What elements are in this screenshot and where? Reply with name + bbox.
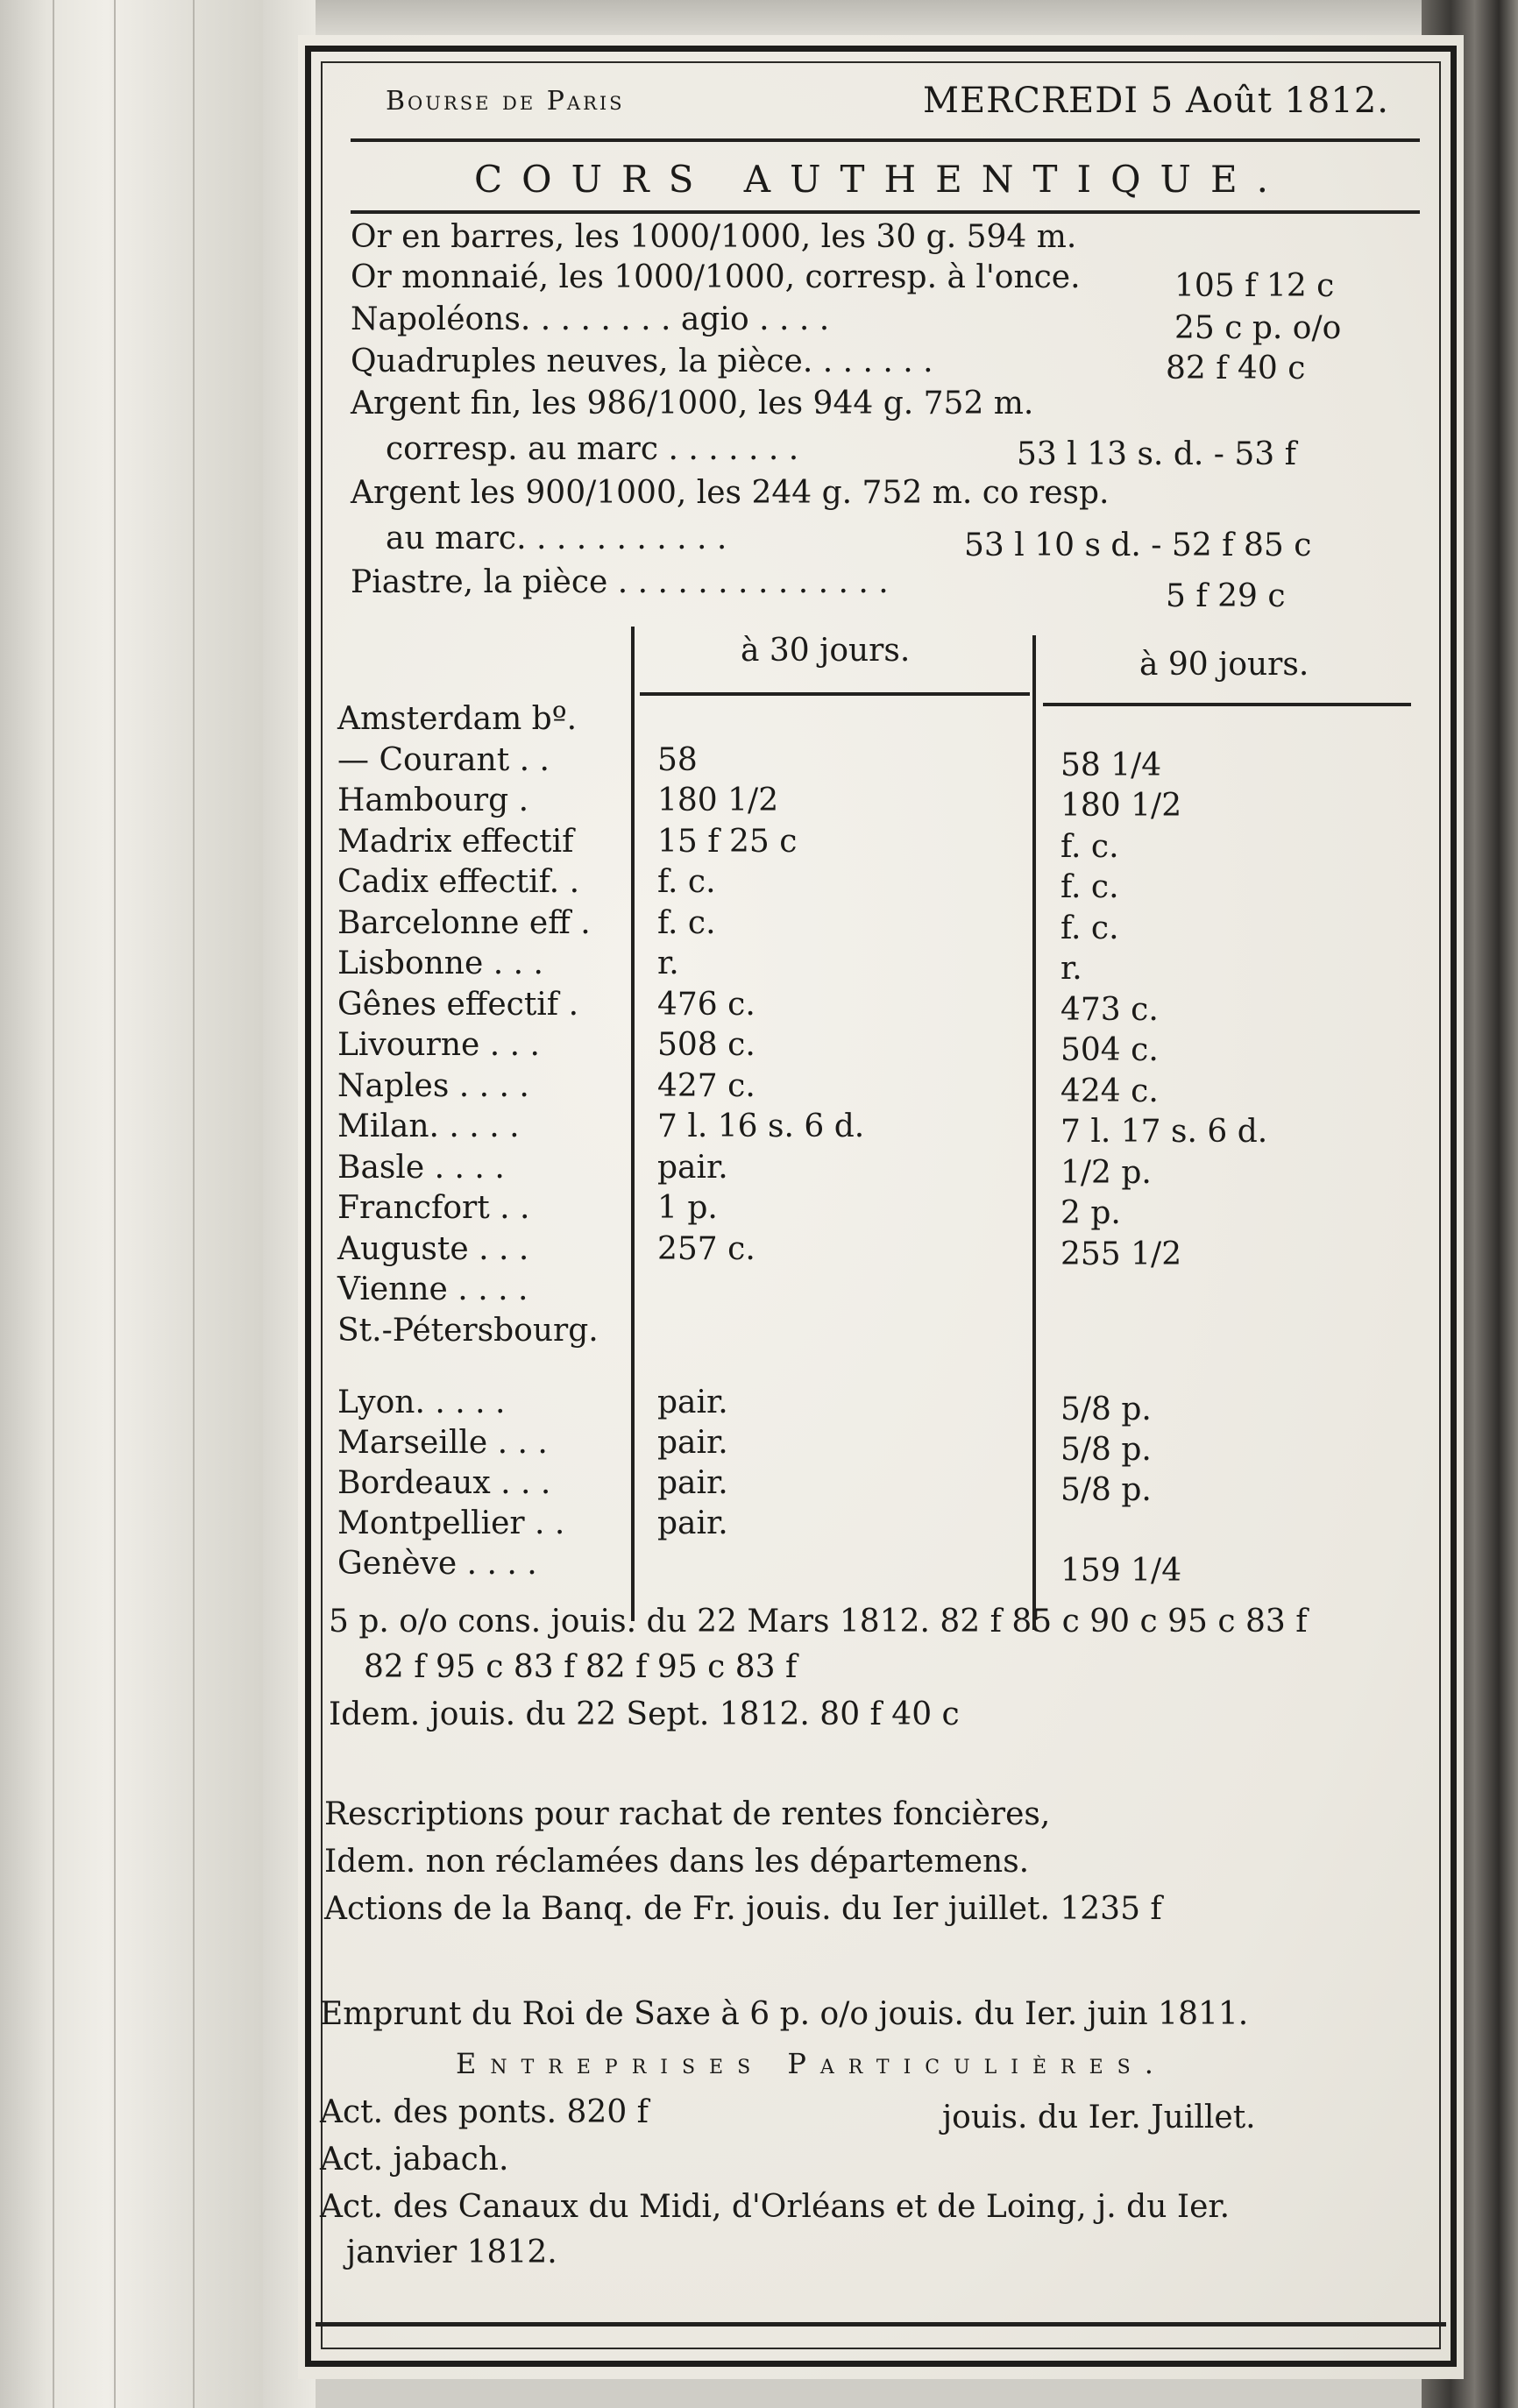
exchange-place: Amsterdam bº.	[337, 701, 578, 737]
rate-30-days: 58	[657, 742, 698, 778]
rate-90-days: f. c.	[1060, 829, 1119, 865]
rate-90-days: 473 c.	[1060, 992, 1159, 1028]
exchange-place: Livourne . . .	[337, 1027, 540, 1063]
rate-30-days: 427 c.	[657, 1068, 755, 1104]
domestic-place: Montpellier . .	[337, 1505, 565, 1541]
metal-line: corresp. au marc . . . . . . .	[386, 431, 799, 467]
rate-30-days: f. c.	[657, 864, 716, 900]
metal-line: Piastre, la pièce . . . . . . . . . . . . . .	[351, 564, 889, 600]
rate-30-days: 7 l. 16 s. 6 d.	[657, 1108, 865, 1144]
rate-30-days: 180 1/2	[657, 783, 779, 818]
metal-line: Argent les 900/1000, les 244 g. 752 m. co resp.	[351, 475, 1110, 511]
exchange-place: — Courant . .	[337, 742, 550, 778]
metal-line: Quadruples neuves, la pièce. . . . . . .	[351, 343, 933, 379]
rate-90-days: 5/8 p.	[1060, 1472, 1152, 1508]
rate-90-days: 1/2 p.	[1060, 1155, 1152, 1191]
misc-line: Actions de la Banq. de Fr. jouis. du Ier juillet. 1235 f	[324, 1891, 1162, 1927]
metal-line: au marc. . . . . . . . . . .	[386, 521, 727, 556]
domestic-place: Genève . . . .	[337, 1546, 537, 1582]
page-edge-line	[114, 0, 116, 2408]
domestic-place: Lyon. . . . .	[337, 1385, 506, 1420]
metal-value: 82 f 40 c	[1166, 351, 1306, 386]
rate-30-days: r.	[657, 945, 679, 981]
rate-90-days: 5/8 p.	[1060, 1432, 1152, 1468]
exchange-place: Francfort . .	[337, 1190, 530, 1226]
domestic-place: Marseille . . .	[337, 1425, 548, 1461]
header-date: MERCREDI 5 Août 1812.	[923, 81, 1389, 121]
metal-value: 53 l 10 s d. - 52 f 85 c	[964, 528, 1312, 563]
rate-30-days: 257 c.	[657, 1231, 755, 1267]
entreprises-heading: Entreprises Particulières.	[456, 2047, 1167, 2080]
rate-30-days: 15 f 25 c	[657, 824, 798, 860]
rate-90-days: 180 1/2	[1060, 788, 1182, 824]
entreprise-canaux-cont: janvier 1812.	[346, 2234, 557, 2270]
rente-line: 5 p. o/o cons. jouis. du 22 Mars 1812. 82 f 85 c 90 c 95 c 83 f	[329, 1604, 1308, 1640]
rate-90-days: 5/8 p.	[1060, 1392, 1152, 1427]
rate-90-days: 424 c.	[1060, 1073, 1159, 1109]
column-rule-right	[1032, 635, 1036, 1630]
rente-line: 82 f 95 c 83 f 82 f 95 c 83 f	[364, 1649, 798, 1685]
metal-value: 105 f 12 c	[1174, 268, 1335, 304]
bottom-rule	[316, 2322, 1446, 2327]
exchange-place: Vienne . . . .	[337, 1271, 528, 1307]
rate-30-days: 1 p.	[657, 1190, 718, 1226]
exchange-place: Naples . . . .	[337, 1068, 529, 1104]
exchange-place: Barcelonne eff .	[337, 905, 591, 941]
header-left: Bourse de Paris	[386, 86, 625, 117]
metal-line: Napoléons. . . . . . . . agio . . . .	[351, 301, 830, 337]
page-edge-line	[193, 0, 195, 2408]
rate-30-days: pair.	[657, 1505, 728, 1541]
exchange-place: St.-Pétersbourg.	[337, 1313, 599, 1349]
rate-30-days: f. c.	[657, 905, 716, 941]
rate-90-days: 58 1/4	[1060, 747, 1162, 783]
page-title: COURS AUTHENTIQUE.	[474, 158, 1287, 201]
column-header-rule	[1043, 703, 1411, 706]
page-edge-line	[53, 0, 54, 2408]
exchange-place: Madrix effectif	[337, 824, 574, 860]
rate-90-days: f. c.	[1060, 869, 1119, 905]
metal-value: 25 c p. o/o	[1174, 310, 1342, 346]
metal-line: Or en barres, les 1000/1000, les 30 g. 594 m.	[351, 219, 1077, 255]
emprunt-line: Emprunt du Roi de Saxe à 6 p. o/o jouis. du Ier. juin 1811.	[320, 1996, 1249, 2032]
rate-30-days: pair.	[657, 1150, 728, 1186]
exchange-place: Hambourg .	[337, 783, 529, 818]
domestic-place: Bordeaux . . .	[337, 1465, 551, 1501]
rate-30-days: 508 c.	[657, 1027, 755, 1063]
column-header-90: à 90 jours.	[1139, 647, 1309, 683]
rate-30-days: pair.	[657, 1425, 728, 1461]
exchange-place: Gênes effectif .	[337, 987, 579, 1023]
document-page	[298, 35, 1464, 2379]
book-top-edge	[105, 0, 1518, 35]
misc-line: Rescriptions pour rachat de rentes foncières,	[324, 1796, 1051, 1832]
metal-line: Argent fin, les 986/1000, les 944 g. 752 m.	[351, 386, 1034, 421]
rate-90-days: r.	[1060, 951, 1082, 987]
header-rule	[351, 138, 1420, 142]
column-header-30: à 30 jours.	[741, 633, 911, 669]
left-page-stack	[0, 0, 263, 2408]
rate-30-days: 476 c.	[657, 987, 755, 1023]
entreprise-ponts: Act. des ponts. 820 f	[320, 2094, 649, 2130]
exchange-place: Cadix effectif. .	[337, 864, 580, 900]
rate-30-days: pair.	[657, 1385, 728, 1420]
rate-90-days: f. c.	[1060, 910, 1119, 946]
entreprise-canaux: Act. des Canaux du Midi, d'Orléans et de Loing, j. du Ier.	[320, 2189, 1231, 2225]
title-rule	[351, 210, 1420, 214]
misc-line: Idem. non réclamées dans les départemens.	[324, 1844, 1030, 1880]
exchange-place: Milan. . . . .	[337, 1108, 520, 1144]
exchange-place: Lisbonne . . .	[337, 945, 543, 981]
rate-30-days: pair.	[657, 1465, 728, 1501]
metal-line: Or monnaié, les 1000/1000, corresp. à l'once.	[351, 259, 1081, 295]
entreprise-jabach: Act. jabach.	[320, 2142, 509, 2178]
rente-line: Idem. jouis. du 22 Sept. 1812. 80 f 40 c	[329, 1696, 960, 1732]
exchange-place: Basle . . . .	[337, 1150, 505, 1186]
entreprise-ponts-jouis: jouis. du Ier. Juillet.	[942, 2100, 1256, 2135]
exchange-place: Auguste . . .	[337, 1231, 529, 1267]
column-rule-left	[631, 627, 635, 1621]
rate-90-days: 504 c.	[1060, 1032, 1159, 1068]
metal-value: 53 l 13 s. d. - 53 f	[1017, 436, 1296, 472]
rate-90-days: 159 1/4	[1060, 1553, 1182, 1589]
rate-90-days: 7 l. 17 s. 6 d.	[1060, 1114, 1268, 1150]
column-header-rule	[640, 692, 1030, 696]
rate-90-days: 255 1/2	[1060, 1236, 1182, 1272]
metal-value: 5 f 29 c	[1166, 578, 1286, 614]
rate-90-days: 2 p.	[1060, 1195, 1121, 1231]
